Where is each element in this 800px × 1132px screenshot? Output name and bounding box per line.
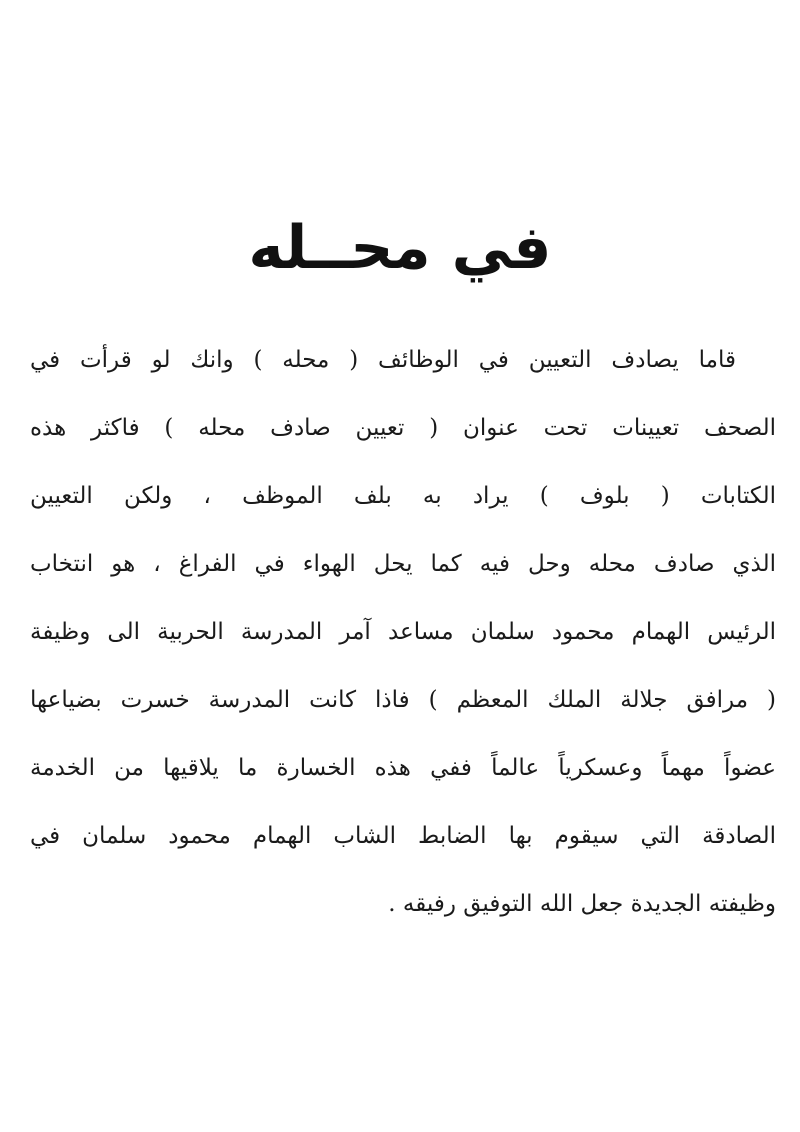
body-line: الصحف تعيينات تحت عنوان ( تعيين صادف محله ) فاكثر هذه	[30, 415, 776, 441]
body-line: ( مرافق جلالة الملك المعظم ) فاذا كانت المدرسة خسرت بضياعها	[30, 687, 776, 713]
body-line: الذي صادف محله وحل فيه كما يحل الهواء في الفراغ ، هو انتخاب	[30, 551, 776, 577]
body-line: عضواً مهماً وعسكرياً عالماً ففي هذه الخسارة ما يلاقيها من الخدمة	[30, 755, 776, 781]
body-line: الصادقة التي سيقوم بها الضابط الشاب الهمام محمود سلمان في	[30, 823, 776, 849]
body-line: الكتابات ( بلوف ) يراد به بلف الموظف ، ولكن التعيين	[30, 483, 776, 509]
article-title: في محــله	[248, 213, 552, 283]
article-body	[30, 326, 776, 938]
body-line-last: وظيفته الجديدة جعل الله التوفيق رفيقه .	[388, 891, 776, 917]
body-line: قاما يصادف التعيين في الوظائف ( محله ) وانك لو قرأت في	[30, 347, 736, 373]
body-line: الرئيس الهمام محمود سلمان مساعد آمر المدرسة الحربية الى وظيفة	[30, 619, 776, 645]
